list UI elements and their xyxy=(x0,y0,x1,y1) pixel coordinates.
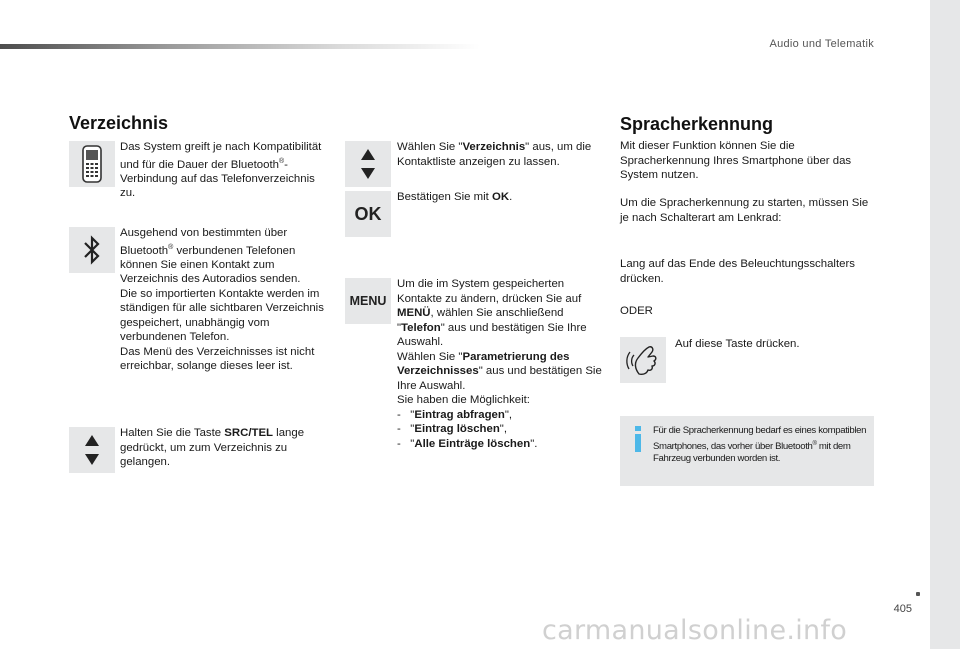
chapter-title: Audio und Telematik xyxy=(769,38,874,50)
info-note-text: Für die Spracherkennung bedarf es eines kompatiblen Smartphones, das vorher über Bluetooth® mit dem Fahrzeug verbunden worden ist. xyxy=(653,425,867,465)
phone-icon xyxy=(69,141,115,187)
bluetooth-contacts-text: Ausgehend von bestimmten über Bluetooth® verbundenen Telefonen können Sie einen Kontakt zum Verzeichnis des Autoradios senden. Die so importierten Kontakte werden im ständigen für alle sichtbaren Verzeichnis gespeichert, unabhängig vom verbundenen Telefon. Das Menü des Verzeichnisses ist nicht erreichbar, solange dieses leer ist. xyxy=(120,227,324,373)
select-verzeichnis-text: Wählen Sie "Verzeichnis" aus, um die Kontaktliste anzeigen zu lassen. xyxy=(397,141,592,168)
watermark: carmanualsonline.info xyxy=(542,615,848,646)
voice-intro-text: Mit dieser Funktion können Sie die Spracherkennung Ihres Smartphone über das System nutzen. xyxy=(620,140,852,181)
section-title-spracherkennung: Spracherkennung xyxy=(620,114,774,134)
confirm-ok-text: Bestätigen Sie mit OK. xyxy=(397,191,513,203)
voice-start-text: Um die Spracherkennung zu starten, müssen Sie je nach Schalterart am Lenkrad: xyxy=(620,197,869,224)
info-box xyxy=(620,416,874,486)
oder-text: ODER xyxy=(620,305,653,317)
info-icon xyxy=(630,424,646,454)
page-marker xyxy=(916,592,920,596)
up-down-arrows-icon xyxy=(345,141,391,187)
menu-button-icon: MENU xyxy=(345,278,391,324)
src-tel-text: Halten Sie die Taste SRC/TEL lange gedrückt, um zum Verzeichnis zu gelangen. xyxy=(120,427,305,468)
up-down-arrows-icon xyxy=(69,427,115,473)
voice-command-icon xyxy=(620,337,666,383)
verzeichnis-intro-text: Das System greift je nach Kompatibilität und für die Dauer der Bluetooth®-Verbindung auf das Telefonverzeichnis zu. xyxy=(120,141,322,200)
page-number: 405 xyxy=(893,603,912,615)
bluetooth-icon xyxy=(69,227,115,273)
header-rule xyxy=(0,44,480,49)
edit-contacts-text: Um die im System gespeicherten Kontakte zu ändern, drücken Sie auf MENÜ, wählen Sie anschließend "Telefon" aus und bestätigen Sie Ihre Auswahl. Wählen Sie "Parametrierung des Verzeichnisses" aus und bestätigen Sie Ihre Auswahl. Sie haben die Möglichkeit: - "Eintrag abfragen", - "Eintrag löschen", - "Alle Einträge löschen". xyxy=(397,278,602,450)
page-edge-band xyxy=(930,0,960,649)
section-title-verzeichnis: Verzeichnis xyxy=(69,113,169,133)
press-button-text: Auf diese Taste drücken. xyxy=(675,338,800,350)
light-switch-text: Lang auf das Ende des Beleuchtungsschalters drücken. xyxy=(620,258,855,285)
ok-button-icon: OK xyxy=(345,191,391,237)
